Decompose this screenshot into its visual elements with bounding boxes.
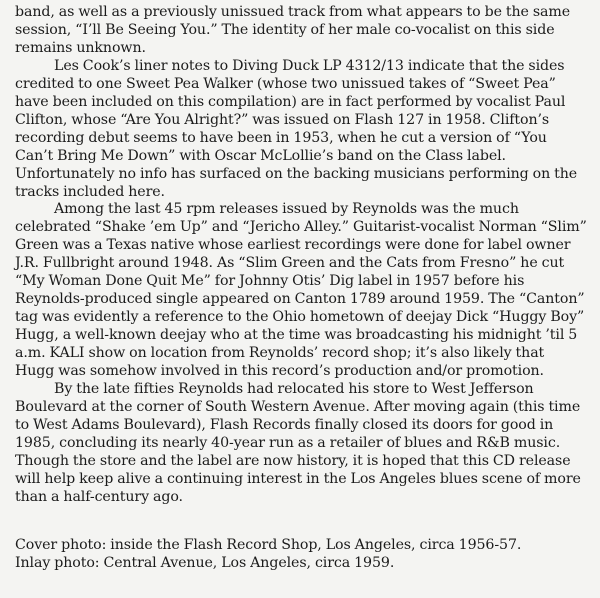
paragraph-slim-green: Among the last 45 rpm releases issued by Reynolds was the much celebrated “Shake ’em Up” and “Jericho Alley.” Guitarist-vocalist Norman “Slim” Green was a Texas native whose earliest recordings were done for label owner J.R. Fullbright around 1948. As “Slim Green and the Cats from Fresno” he cut “My Woman Done Quit Me” for Johnny Otis’ Dig label in 1957 before his Reynolds-produced single appeared on Canton 1789 around 1959. The “Canton” tag was evidently a reference to the Ohio hometown of deejay Dick “Huggy Boy” Hugg, a well-known deejay who at the time was broadcasting his midnight ’til 5 a.m. KALI show on location from Reynolds’ record shop; it’s also likely that Hugg was somehow involved in this record’s production and/or promotion. (15, 201, 587, 380)
paragraph-continued: band, as well as a previously unissued track from what appears to be the same session, “I’ll Be Seeing You.” The identity of her male co-vocalist on this side remains unknown. (15, 4, 571, 56)
cover-photo-credit: Cover photo: inside the Flash Record Shop, Los Angeles, circa 1956-57. (15, 537, 522, 553)
paragraph-sweet-pea-walker: Les Cook’s liner notes to Diving Duck LP 4312/13 indicate that the sides credited to one Sweet Pea Walker (whose two unissued takes of “Sweet Pea” have been included on this compilation) are in fact performed by vocalist Paul Clifton, whose “Are You Alright?” was issued on Flash 127 in 1958. Clifton’s recording debut seems to have been in 1953, when he cut a version of “You Can’t Bring Me Down” with Oscar McLollie’s band on the Class label. Unfortunately no info has surfaced on the backing musicians performing on the tracks included here. (15, 57, 578, 200)
photo-credits (15, 537, 587, 573)
inlay-photo-credit: Inlay photo: Central Avenue, Los Angeles, circa 1959. (15, 554, 395, 571)
liner-notes-body (15, 4, 587, 507)
paragraph-flash-records-closing: By the late fifties Reynolds had relocated his store to West Jefferson Boulevard at the corner of South Western Avenue. After moving again (this time to West Adams Boulevard), Flash Records finally closed its doors for good in 1985, concluding its nearly 40-year run as a retailer of blues and R&B music. Though the store and the label are now history, it is hoped that this CD release will help keep alive a continuing interest in the Los Angeles blues scene of more than a half-century ago. (15, 381, 581, 505)
